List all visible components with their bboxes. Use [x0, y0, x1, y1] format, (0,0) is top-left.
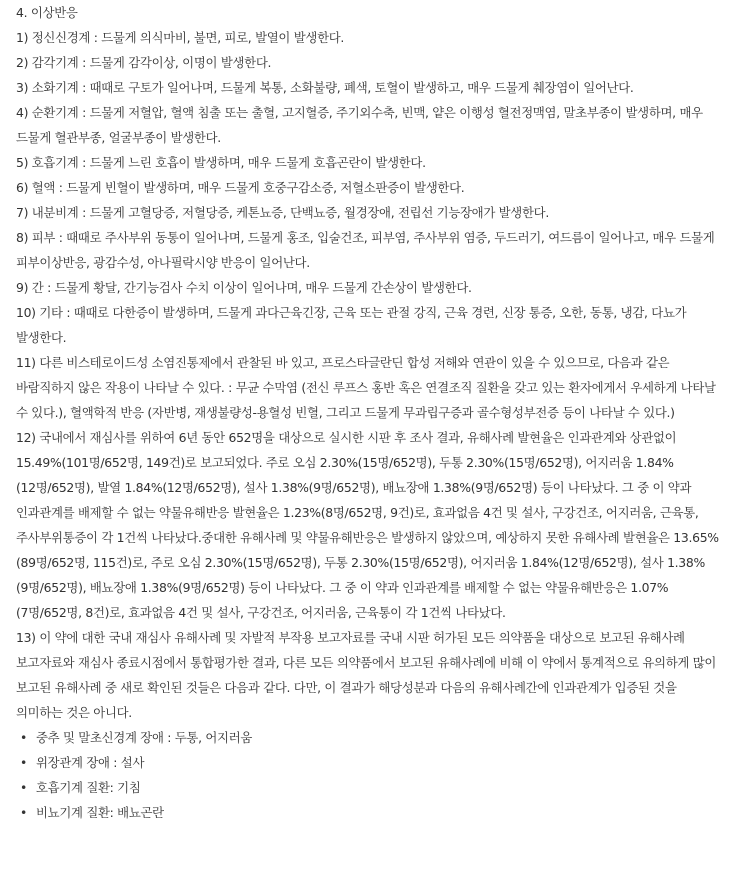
item-4: 4) 순환기계 : 드물게 저혈압, 혈액 침출 또는 출혈, 고지혈증, 주기외수축, 빈맥, 얕은 이행성 혈전정맥염, 말초부종이 발생하며, 매우 드물게 혈관부종, 얼굴부종이 발생한다.	[16, 105, 703, 145]
list-item-text: 중추 및 말초신경계 장애 : 두통, 어지러움	[36, 730, 253, 745]
list-item	[20, 775, 720, 800]
item-6: 6) 혈액 : 드물게 빈혈이 발생하며, 매우 드물게 호중구감소증, 저혈소판증이 발생한다.	[16, 180, 465, 195]
item-12: 12) 국내에서 재심사를 위하여 6년 동안 652명을 대상으로 실시한 시판 후 조사 결과, 유해사례 발현율은 인과관계와 상관없이 15.49%(101명/652명, 149건)로 보고되었다. 주로 오심 2.30%(15명/652명), 두통 2.30%(15명/652명), 어지러움 1.84%(12명/652명), 발열 1.84%(12명/652명), 설사 1.38%(9명/652명), 배뇨장애 1.38%(9명/652명) 등이 나타났다. 그 중 이 약과 인과관계를 배제할 수 없는 약물유해반응 발현율은 1.23%(8명/652명, 9건)로, 효과없음 4건 및 설사, 구강건조, 어지러움, 근육통, 주사부위통증이 각 1건씩 나타났다.중대한 유해사례 및 약물유해반응은 발생하지 않았으며, 예상하지 못한 유해사례 발현율은 13.65%(89명/652명, 115건)로, 주로 오심 2.30%(15명/652명), 두통 2.30%(15명/652명), 어지러움 1.84%(12명/652명), 설사 1.38%(9명/652명), 배뇨장애 1.38%(9명/652명) 등이 나타났다. 그 중 이 약과 인과관계를 배제할 수 없는 약물유해반응은 1.07%(7명/652명, 8건)로, 효과없음 4건 및 설사, 구강건조, 어지러움, 근육통이 각 1건씩 나타났다.	[16, 430, 719, 620]
item-11: 11) 다른 비스테로이드성 소염진통제에서 관찰된 바 있고, 프로스타글란딘 합성 저해와 연관이 있을 수 있으므로, 다음과 같은 바람직하지 않은 작용이 나타날 수 있다. : 무균 수막염 (전신 루프스 홍반 혹은 연결조직 질환을 갖고 있는 환자에게서 우세하게 나타날 수 있다.), 혈액학적 반응 (자반병, 재생불량성-용혈성 빈혈, 그리고 드물게 무과립구증과 골수형성부전증 등이 나타날 수 있다.)	[16, 355, 716, 420]
item-13: 13) 이 약에 대한 국내 재심사 유해사례 및 자발적 부작용 보고자료를 국내 시판 허가된 모든 의약품을 대상으로 보고된 유해사례 보고자료와 재심사 종료시점에서 통합평가한 결과, 다른 모든 의약품에서 보고된 유해사례에 비해 이 약에서 통계적으로 유의하게 많이 보고된 유해사례 중 새로 확인된 것들은 다음과 같다. 다만, 이 결과가 해당성분과 다음의 유해사례간에 인과관계가 입증된 것을 의미하는 것은 아니다.	[16, 630, 717, 720]
list-item-text: 비뇨기계 질환: 배뇨곤란	[36, 805, 164, 820]
section-heading: 4. 이상반응	[16, 5, 78, 20]
signal-list	[16, 725, 720, 825]
bullet-icon: •	[20, 730, 28, 745]
list-item	[20, 800, 720, 825]
item-9: 9) 간 : 드물게 황달, 간기능검사 수치 이상이 일어나며, 매우 드물게 간손상이 발생한다.	[16, 280, 472, 295]
bullet-icon: •	[20, 755, 28, 770]
list-item	[20, 725, 720, 750]
item-2: 2) 감각기계 : 드물게 감각이상, 이명이 발생한다.	[16, 55, 272, 70]
bullet-icon: •	[20, 780, 28, 795]
list-item-text: 위장관계 장애 : 설사	[36, 755, 145, 770]
item-8: 8) 피부 : 때때로 주사부위 동통이 일어나며, 드물게 홍조, 입술건조, 피부염, 주사부위 염증, 두드러기, 여드름이 일어나고, 매우 드물게 피부이상반응, 광감수성, 아나필락시양 반응이 일어난다.	[16, 230, 715, 270]
bullet-icon: •	[20, 805, 28, 820]
list-item-text: 호흡기계 질환: 기침	[36, 780, 141, 795]
item-10: 10) 기타 : 때때로 다한증이 발생하며, 드물게 과다근육긴장, 근육 또는 관절 강직, 근육 경련, 신장 통증, 오한, 동통, 냉감, 다뇨가 발생한다.	[16, 305, 687, 345]
item-3: 3) 소화기계 : 때때로 구토가 일어나며, 드물게 복통, 소화불량, 폐색, 토혈이 발생하고, 매우 드물게 췌장염이 일어난다.	[16, 80, 634, 95]
item-7: 7) 내분비계 : 드물게 고혈당증, 저혈당증, 케톤뇨증, 단백뇨증, 월경장애, 전립선 기능장애가 발생한다.	[16, 205, 549, 220]
item-1: 1) 정신신경계 : 드물게 의식마비, 불면, 피로, 발열이 발생한다.	[16, 30, 345, 45]
item-5: 5) 호흡기계 : 드물게 느린 호흡이 발생하며, 매우 드물게 호흡곤란이 발생한다.	[16, 155, 426, 170]
list-item	[20, 750, 720, 775]
